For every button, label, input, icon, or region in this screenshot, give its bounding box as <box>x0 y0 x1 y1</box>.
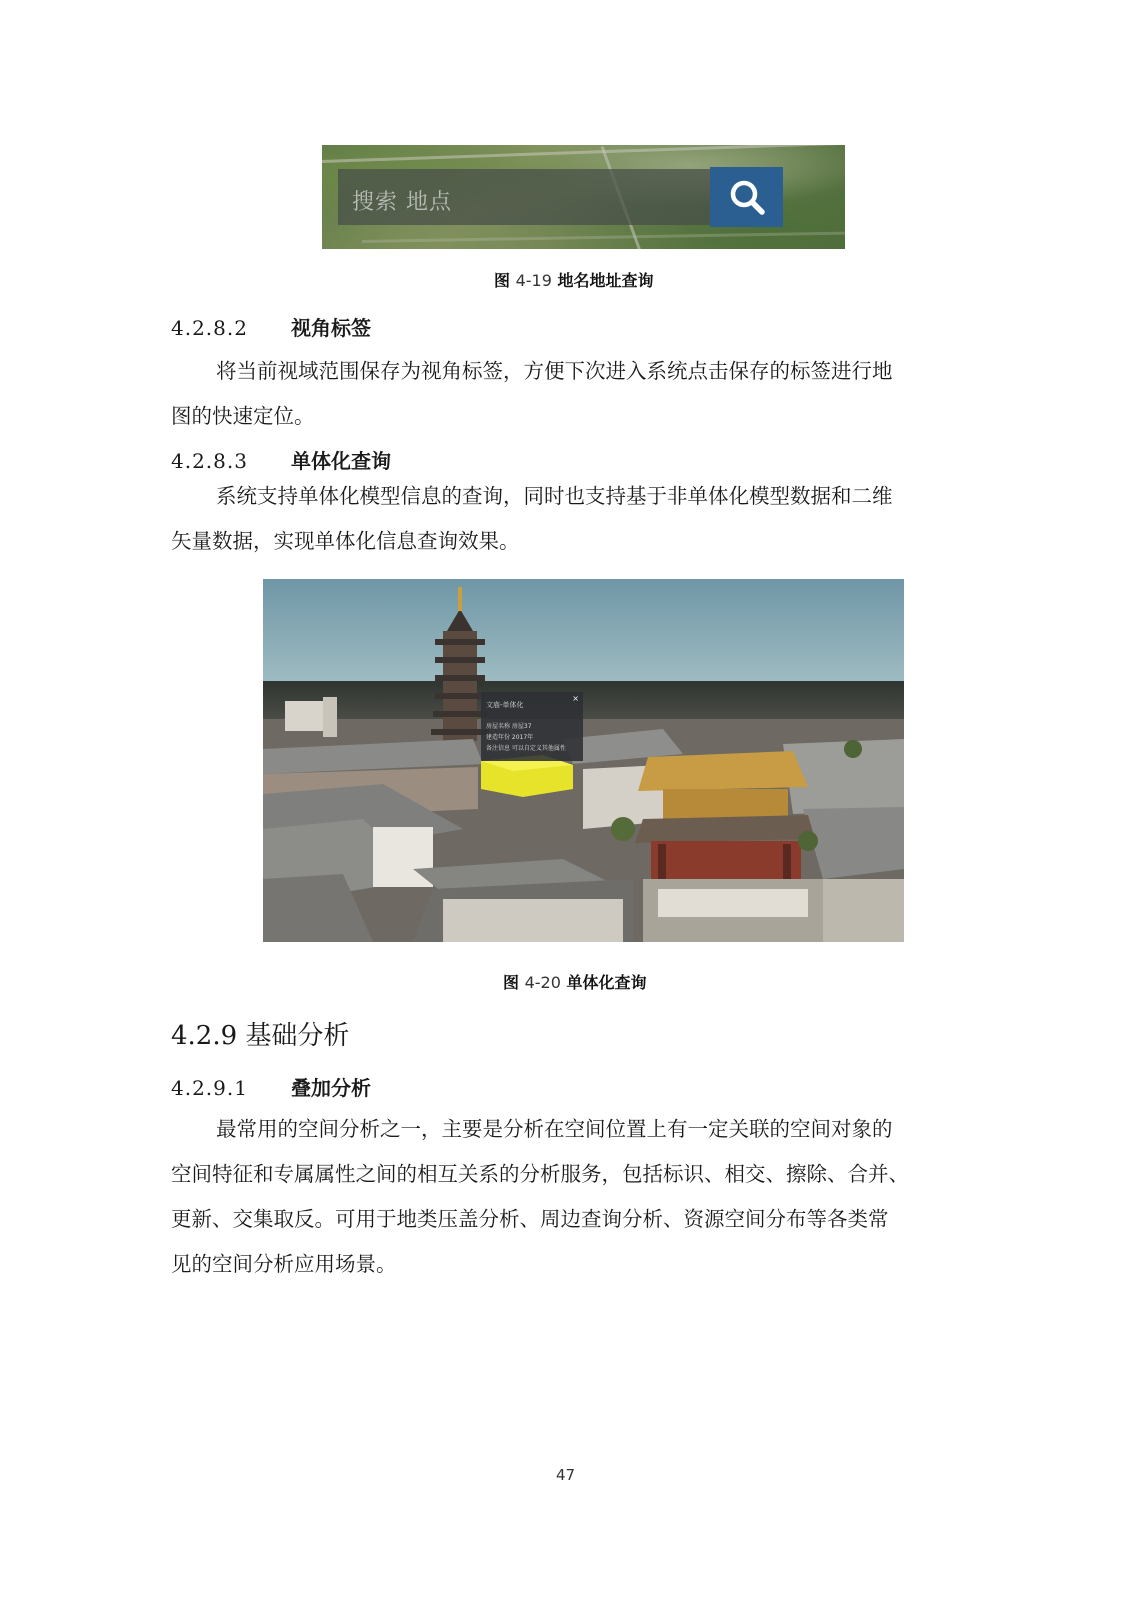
section-number: 4.2.8.2 <box>171 316 248 340</box>
caption-number: 4-20 <box>524 973 561 992</box>
city-scene-image <box>263 579 904 942</box>
section-number: 4.2.8.3 <box>171 449 248 473</box>
section-heading-4-2-9-1 <box>171 1072 371 1101</box>
popup-row: 备注信息 可以自定义其他属性 <box>486 745 566 752</box>
popup-row: 建造年份 2017年 <box>486 734 534 741</box>
section-title: 单体化查询 <box>291 449 391 473</box>
paragraph-line: 系统支持单体化模型信息的查询，同时也支持基于非单体化模型数据和二维 <box>216 484 893 508</box>
close-icon[interactable]: × <box>572 694 579 703</box>
section-title: 叠加分析 <box>291 1076 371 1100</box>
page-number: 47 <box>555 1466 576 1484</box>
section-heading-4-2-9 <box>171 1015 349 1052</box>
paragraph-line: 空间特征和专属属性之间的相互关系的分析服务，包括标识、相交、擦除、合并、 <box>171 1162 909 1186</box>
figure-city-scene <box>263 579 904 942</box>
search-placeholder: 搜索 地点 <box>352 190 452 215</box>
section-title: 视角标签 <box>291 316 371 340</box>
section-number: 4.2.9 <box>171 1021 238 1051</box>
figure-caption-4-19 <box>494 268 654 291</box>
section-heading-4-2-8-3 <box>171 445 391 474</box>
caption-title: 单体化查询 <box>566 973 647 992</box>
paragraph-line: 图的快速定位。 <box>171 404 315 428</box>
caption-number: 4-19 <box>515 271 552 290</box>
caption-label: 图 <box>503 973 520 992</box>
caption-label: 图 <box>494 271 511 290</box>
feature-info-popup <box>481 692 583 761</box>
caption-title: 地名地址查询 <box>557 271 654 290</box>
section-title: 基础分析 <box>245 1021 350 1051</box>
figure-caption-4-20 <box>503 970 647 993</box>
popup-row: 房屋名称 房屋37 <box>486 723 532 730</box>
paragraph-line: 见的空间分析应用场景。 <box>171 1252 397 1276</box>
paragraph-line: 将当前视域范围保存为视角标签，方便下次进入系统点击保存的标签进行地 <box>216 359 893 383</box>
paragraph-line: 矢量数据，实现单体化信息查询效果。 <box>171 529 520 553</box>
section-heading-4-2-8-2 <box>171 312 371 341</box>
paragraph-line: 更新、交集取反。可用于地类压盖分析、周边查询分析、资源空间分布等各类常 <box>171 1207 889 1231</box>
search-button[interactable] <box>710 167 783 227</box>
figure-search-map <box>322 145 845 249</box>
paragraph-line: 最常用的空间分析之一，主要是分析在空间位置上有一定关联的空间对象的 <box>216 1117 893 1141</box>
section-number: 4.2.9.1 <box>171 1076 248 1100</box>
search-icon <box>727 177 767 217</box>
popup-title: 文庙-单体化 <box>486 701 524 709</box>
